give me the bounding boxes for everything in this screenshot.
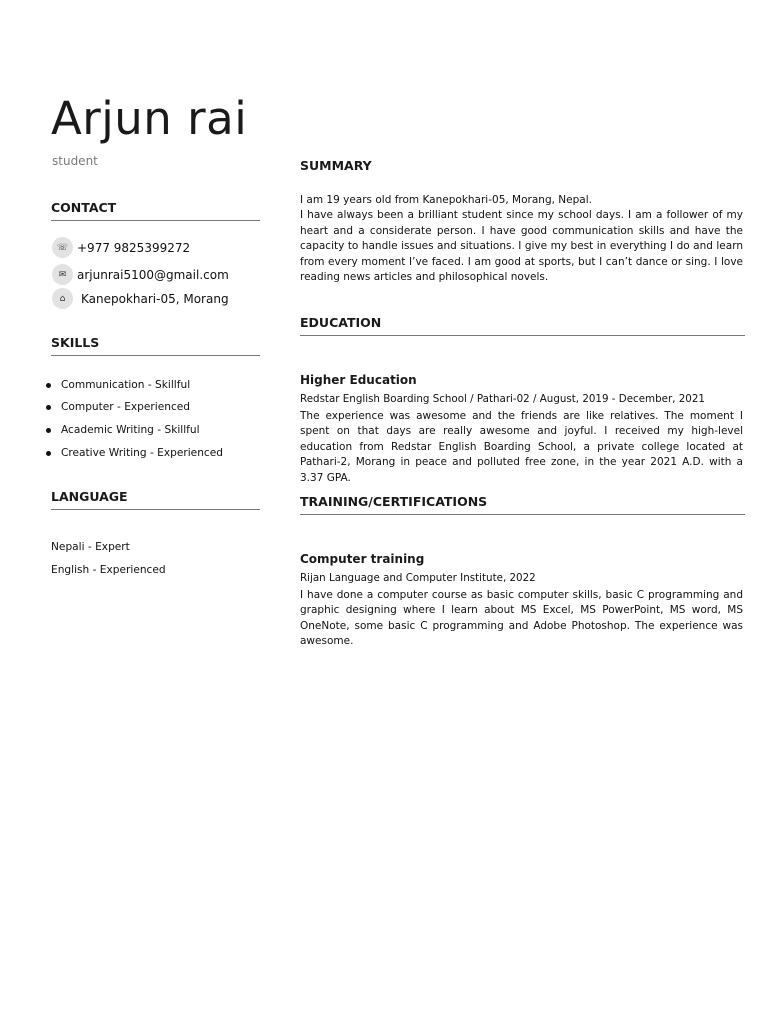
bullet-icon: [46, 405, 51, 410]
skills-heading: SKILLS: [51, 335, 260, 356]
education-title: Higher Education: [300, 373, 417, 387]
education-heading: EDUCATION: [300, 315, 745, 336]
skill-item: [46, 447, 223, 459]
phone-icon: ☏: [52, 237, 73, 258]
location-icon: ⌂: [52, 288, 73, 309]
skill-label: Academic Writing - Skillful: [61, 424, 200, 436]
contact-email: [52, 264, 229, 285]
skill-label: Communication - Skillful: [61, 379, 191, 391]
language-item: English - Experienced: [51, 564, 166, 576]
summary-text: [300, 193, 743, 285]
bullet-icon: [46, 383, 51, 388]
summary-line: I am 19 years old from Kanepokhari-05, Morang, Nepal.: [300, 194, 592, 206]
skill-item: [46, 401, 190, 413]
skill-item: [46, 379, 190, 391]
language-item: Nepali - Expert: [51, 541, 130, 553]
summary-heading: SUMMARY: [300, 158, 372, 173]
education-meta: Redstar English Boarding School / Pathari-02 / August, 2019 - December, 2021: [300, 393, 705, 405]
contact-email-text: arjunrai5100@gmail.com: [77, 267, 229, 282]
training-meta: Rijan Language and Computer Institute, 2022: [300, 572, 536, 584]
contact-phone: [52, 237, 190, 258]
contact-phone-text: +977 9825399272: [77, 240, 191, 255]
training-heading: TRAINING/CERTIFICATIONS: [300, 494, 745, 515]
training-title: Computer training: [300, 552, 425, 566]
email-icon: ✉: [52, 264, 73, 285]
bullet-icon: [46, 428, 51, 433]
contact-location-text: Kanepokhari-05, Morang: [81, 291, 229, 306]
skill-item: [46, 424, 200, 436]
skill-label: Creative Writing - Experienced: [61, 447, 223, 459]
resume-role: student: [52, 154, 98, 168]
contact-location: [52, 288, 229, 309]
bullet-icon: [46, 451, 51, 456]
skill-label: Computer - Experienced: [61, 401, 191, 413]
education-description: The experience was awesome and the friends are like relatives. The moment I spent on that days are really awesome and joyful. I received my high-level education from Redstar English Boarding School, a private college located at Pathari-2, Morang in peace and polluted free zone, in the year 2021 A.D. with a 3.37 GPA.: [300, 410, 743, 484]
language-heading: LANGUAGE: [51, 489, 260, 510]
summary-paragraph: I have always been a brilliant student since my school days. I am a follower of my heart and a considerate person. I have good communication skills and have the capacity to handle issues and situations. I give my best in everything I do and learn from every moment I’ve faced. I am good at sports, but I can’t dance or sing. I love reading news articles and philosophical novels.: [300, 209, 743, 284]
training-description: I have done a computer course as basic computer skills, basic C programming and graphic designing where I learn about MS Excel, MS PowerPoint, MS word, MS OneNote, some basic C programming and Adobe Photoshop. The experience was awesome.: [300, 589, 743, 648]
contact-heading: CONTACT: [51, 200, 260, 221]
resume-name: Arjun rai: [51, 92, 248, 145]
